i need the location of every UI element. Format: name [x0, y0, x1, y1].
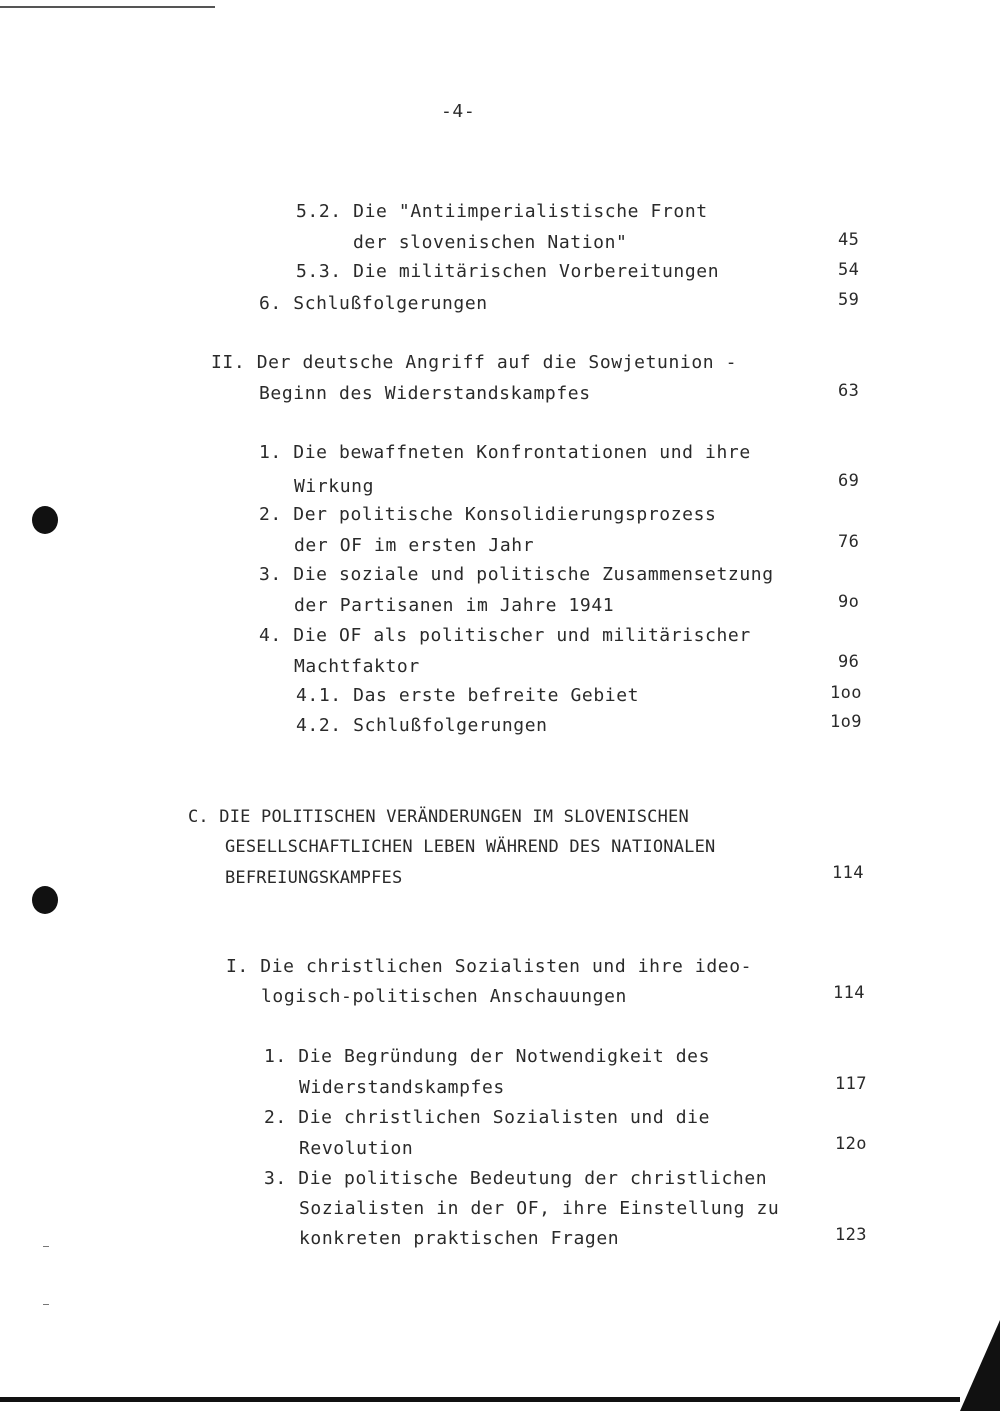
- toc-entry: 4. Die OF als politischer und militärischer: [259, 625, 751, 646]
- toc-entry: 3. Die soziale und politische Zusammensetzung: [259, 564, 774, 585]
- bottom-edge-bar: [0, 1397, 960, 1402]
- toc-entry: Beginn des Widerstandskampfes: [259, 383, 591, 404]
- toc-entry: der OF im ersten Jahr: [294, 535, 535, 556]
- punch-hole-lower: [32, 886, 58, 914]
- toc-entry: BEFREIUNGSKAMPFES: [225, 868, 403, 888]
- toc-entry: Widerstandskampfes: [299, 1077, 505, 1098]
- toc-page-number: 114: [833, 983, 865, 1003]
- toc-page-number: 69: [838, 471, 860, 491]
- toc-page-number: 1o9: [830, 712, 862, 732]
- toc-page-number: 63: [838, 381, 860, 401]
- toc-page-number: 96: [838, 652, 860, 672]
- toc-page-number: 114: [832, 863, 864, 883]
- toc-entry: 2. Die christlichen Sozialisten und die: [264, 1107, 711, 1128]
- toc-entry: 3. Die politische Bedeutung der christlichen: [264, 1168, 768, 1189]
- toc-entry: logisch-politischen Anschauungen: [261, 986, 627, 1007]
- toc-entry: II. Der deutsche Angriff auf die Sowjetunion -: [211, 352, 738, 373]
- toc-entry: Revolution: [299, 1138, 414, 1159]
- toc-entry: C. DIE POLITISCHEN VERÄNDERUNGEN IM SLOVENISCHEN: [188, 807, 689, 827]
- toc-entry: Machtfaktor: [294, 656, 420, 677]
- toc-page-number: 59: [838, 290, 860, 310]
- toc-page-number: 1oo: [830, 683, 862, 703]
- toc-entry: 6. Schlußfolgerungen: [259, 293, 488, 314]
- toc-page-number: 117: [835, 1074, 867, 1094]
- toc-entry: der Partisanen im Jahre 1941: [294, 595, 615, 616]
- toc-entry: Sozialisten in der OF, ihre Einstellung zu: [299, 1198, 780, 1219]
- top-edge-line: [0, 6, 215, 8]
- toc-page-number: 54: [838, 260, 860, 280]
- toc-page-number: 123: [835, 1225, 867, 1245]
- corner-fold-mark: [950, 1320, 1000, 1411]
- toc-entry: 4.1. Das erste befreite Gebiet: [296, 685, 640, 706]
- toc-entry: der slovenischen Nation": [353, 232, 628, 253]
- toc-entry: konkreten praktischen Fragen: [299, 1228, 620, 1249]
- toc-entry: 2. Der politische Konsolidierungsprozess: [259, 504, 717, 525]
- toc-entry: Wirkung: [294, 476, 375, 497]
- toc-page-number: 12o: [835, 1134, 867, 1154]
- toc-page-number: 9o: [838, 592, 860, 612]
- toc-entry: I. Die christlichen Sozialisten und ihre ideo-: [226, 956, 753, 977]
- toc-page-number: 45: [838, 230, 860, 250]
- toc-page-number: 76: [838, 532, 860, 552]
- page-number: -4-: [441, 101, 476, 122]
- scan-speck: [43, 1246, 49, 1247]
- toc-entry: 1. Die bewaffneten Konfrontationen und ihre: [259, 442, 751, 463]
- toc-entry: GESELLSCHAFTLICHEN LEBEN WÄHREND DES NATIONALEN: [225, 837, 716, 857]
- toc-entry: 4.2. Schlußfolgerungen: [296, 715, 548, 736]
- toc-entry: 5.2. Die "Antiimperialistische Front: [296, 201, 708, 222]
- toc-entry: 5.3. Die militärischen Vorbereitungen: [296, 261, 720, 282]
- punch-hole-upper: [32, 506, 58, 534]
- scan-speck: [43, 1304, 49, 1305]
- toc-entry: 1. Die Begründung der Notwendigkeit des: [264, 1046, 711, 1067]
